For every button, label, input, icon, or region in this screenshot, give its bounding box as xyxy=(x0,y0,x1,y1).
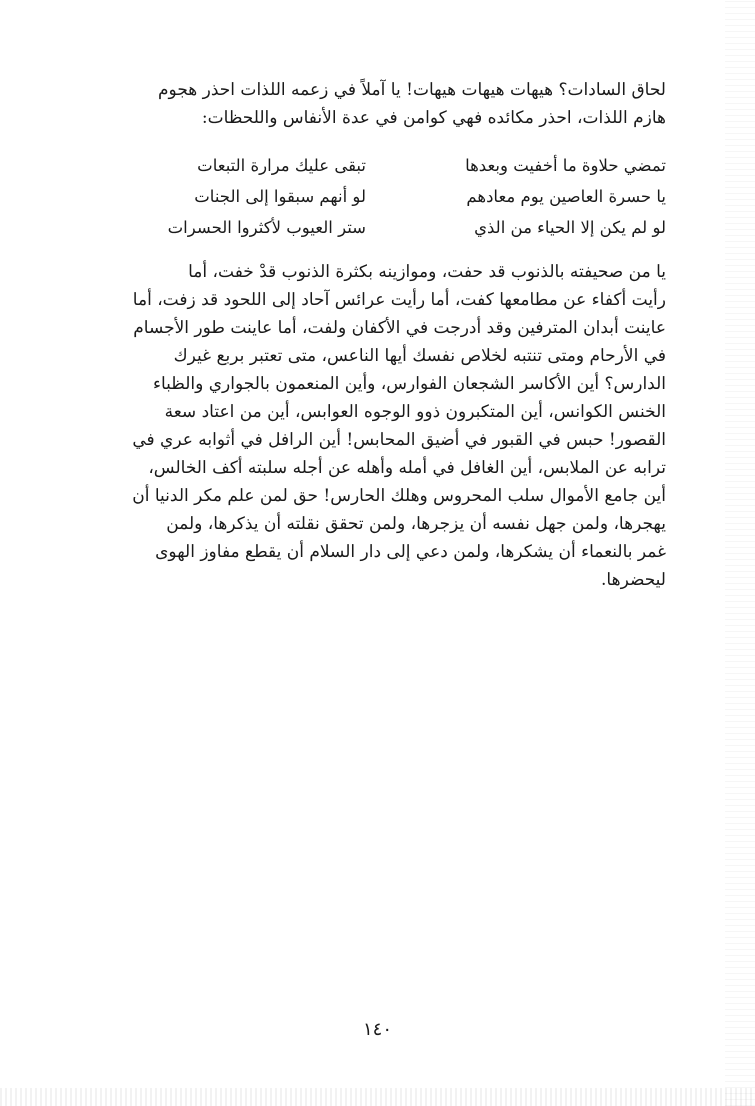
verse-line xyxy=(104,181,666,212)
scan-margin-artifact xyxy=(725,0,755,1106)
text-line: يهجرها، ولمن جهل نفسه أن يزجرها، ولمن تحقق نقلته أن يذكرها، ولمن xyxy=(166,514,666,534)
text-line: رأيت أكفاء عن مطامعها كفت، أما رأيت عرائس آحاد إلى اللحود قد زفت، أما xyxy=(132,290,666,310)
verse-second-hemistich: لو أنهم سبقوا إلى الجنات xyxy=(194,187,366,206)
text-line: هازم اللذات، احذر مكائده فهي كوامن في عدة الأنفاس واللحظات: xyxy=(201,108,666,128)
text-line: غمر بالنعماء أن يشكرها، ولمن دعي إلى دار السلام أن يقطع مفاوز الهوى xyxy=(155,542,666,562)
text-line: عاينت أبدان المترفين وقد أدرجت في الأكفان ولفت، أما عاينت طور الأجسام xyxy=(133,318,666,338)
verse-second-hemistich: ستر العيوب لأكثروا الحسرات xyxy=(167,218,366,237)
text-line: ليحضرها. xyxy=(601,570,666,590)
verse-first-hemistich: يا حسرة العاصين يوم معادهم xyxy=(466,187,666,206)
verse-second-hemistich: تبقى عليك مرارة التبعات xyxy=(197,156,366,175)
main-paragraph xyxy=(104,258,666,594)
text-line: الخنس الكوانس، أين المتكبرون ذوو الوجوه العوابس، أين من اعتاد سعة xyxy=(164,402,666,422)
text-line: ترابه عن الملابس، أين الغافل في أمله وأهله عن أجله سلبته أكف الخالس، xyxy=(148,458,666,478)
verse-line xyxy=(104,212,666,243)
text-line: لحاق السادات؟ هيهات هيهات هيهات! يا آملاً في زعمه اللذات احذر هجوم xyxy=(158,80,666,100)
verse-line xyxy=(104,150,666,181)
text-line: أين جامع الأموال سلب المحروس وهلك الحارس! حق لمن علم مكر الدنيا أن xyxy=(132,486,666,506)
scan-edge-artifact xyxy=(0,1088,755,1106)
page-number: ١٤٠ xyxy=(362,1019,392,1040)
verse-first-hemistich: تمضي حلاوة ما أخفيت وبعدها xyxy=(465,156,666,175)
poem-block xyxy=(104,150,666,243)
verse-first-hemistich: لو لم يكن إلا الحياء من الذي xyxy=(474,218,666,237)
text-line: في الأرحام ومتى تنتبه لخلاص نفسك أيها الناعس، متى تعتبر بربع غيرك xyxy=(173,346,666,366)
text-line: الدارس؟ أين الأكاسر الشجعان الفوارس، وأين المنعمون بالجواري والظباء xyxy=(152,374,666,394)
text-line: القصور! حبس في القبور في أضيق المحابس! أين الرافل في أثوابه عري في xyxy=(132,430,666,450)
intro-paragraph xyxy=(104,76,666,132)
text-line: يا من صحيفته بالذنوب قد حفت، وموازينه بكثرة الذنوب قدْ خفت، أما xyxy=(188,262,666,282)
